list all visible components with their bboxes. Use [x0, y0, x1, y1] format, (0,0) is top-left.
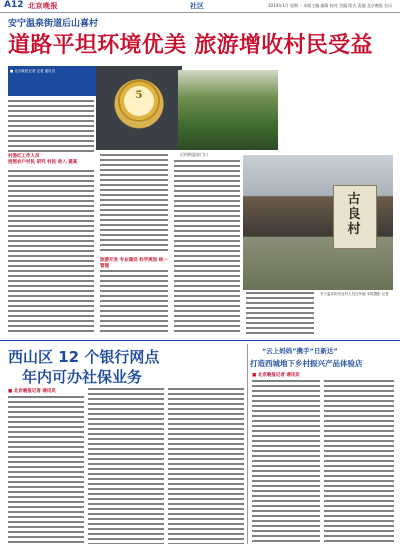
story3-kicker: “云上妈妈”携手“日新达” — [262, 347, 338, 355]
story3-text-col2 — [324, 380, 394, 544]
section-label: 社区 — [190, 2, 204, 10]
story3-text-col1 — [252, 380, 320, 544]
medal-icon — [120, 82, 158, 120]
story1-subhead-2: 按照农户村民 研究 村民 收入 提高 — [8, 160, 78, 165]
story1-text-col4 — [246, 292, 314, 334]
house-photo-caption: 安宁温泉的安良村人员在外地 本报摄影 记者 — [320, 292, 389, 296]
story1-text-col2b — [100, 270, 168, 332]
forest-photo — [178, 70, 278, 150]
story2-byline: ■ 北京晚报记者 通讯员 — [8, 389, 56, 394]
column-divider — [247, 344, 248, 544]
village-sign-text: 古良村 — [347, 192, 361, 237]
story1-text-col2a — [100, 154, 168, 254]
story1-subhead-1: 村委红工作人员 — [8, 154, 40, 159]
section-divider — [0, 340, 400, 341]
story3-headline: 打造西城地下乡村振兴产品体验店 — [250, 359, 363, 368]
story2-text-col3 — [168, 388, 244, 544]
forest-photo-caption: 后村的温泉门口 — [180, 152, 208, 157]
story1-byline: ■ 北京晚报记者 记者 通讯员 — [10, 69, 56, 73]
story1-kicker: 安宁温泉街道后山喜村 — [8, 19, 99, 29]
story2-text-col2 — [88, 388, 164, 544]
page-number: A12 — [4, 0, 24, 10]
story1-text-col3 — [174, 160, 240, 332]
story1-byline-box — [8, 66, 96, 96]
story2-headline-line2: 年内可办社保业务 — [22, 368, 143, 386]
story2-headline-line1: 西山区 12 个银行网点 — [8, 348, 160, 366]
story1-text-col1b — [8, 170, 94, 332]
story2-text-col1 — [8, 396, 84, 544]
story1-subhead-3: 旅游开发 专业建设 科学规划 统一管理 — [100, 258, 168, 269]
dateline: 2014年1月 星期一 本版主编 编辑 校对 美编 版式 责编 北京晚报 农历 — [268, 3, 393, 8]
masthead: 北京晚报 — [28, 1, 58, 10]
story1-headline: 道路平坦环境优美 旅游增收村民受益 — [8, 33, 373, 58]
story3-byline: ■ 北京晚报记者 通讯员 — [252, 373, 300, 378]
medal-number: 5 — [135, 90, 143, 101]
story1-text-col1a — [8, 100, 94, 152]
